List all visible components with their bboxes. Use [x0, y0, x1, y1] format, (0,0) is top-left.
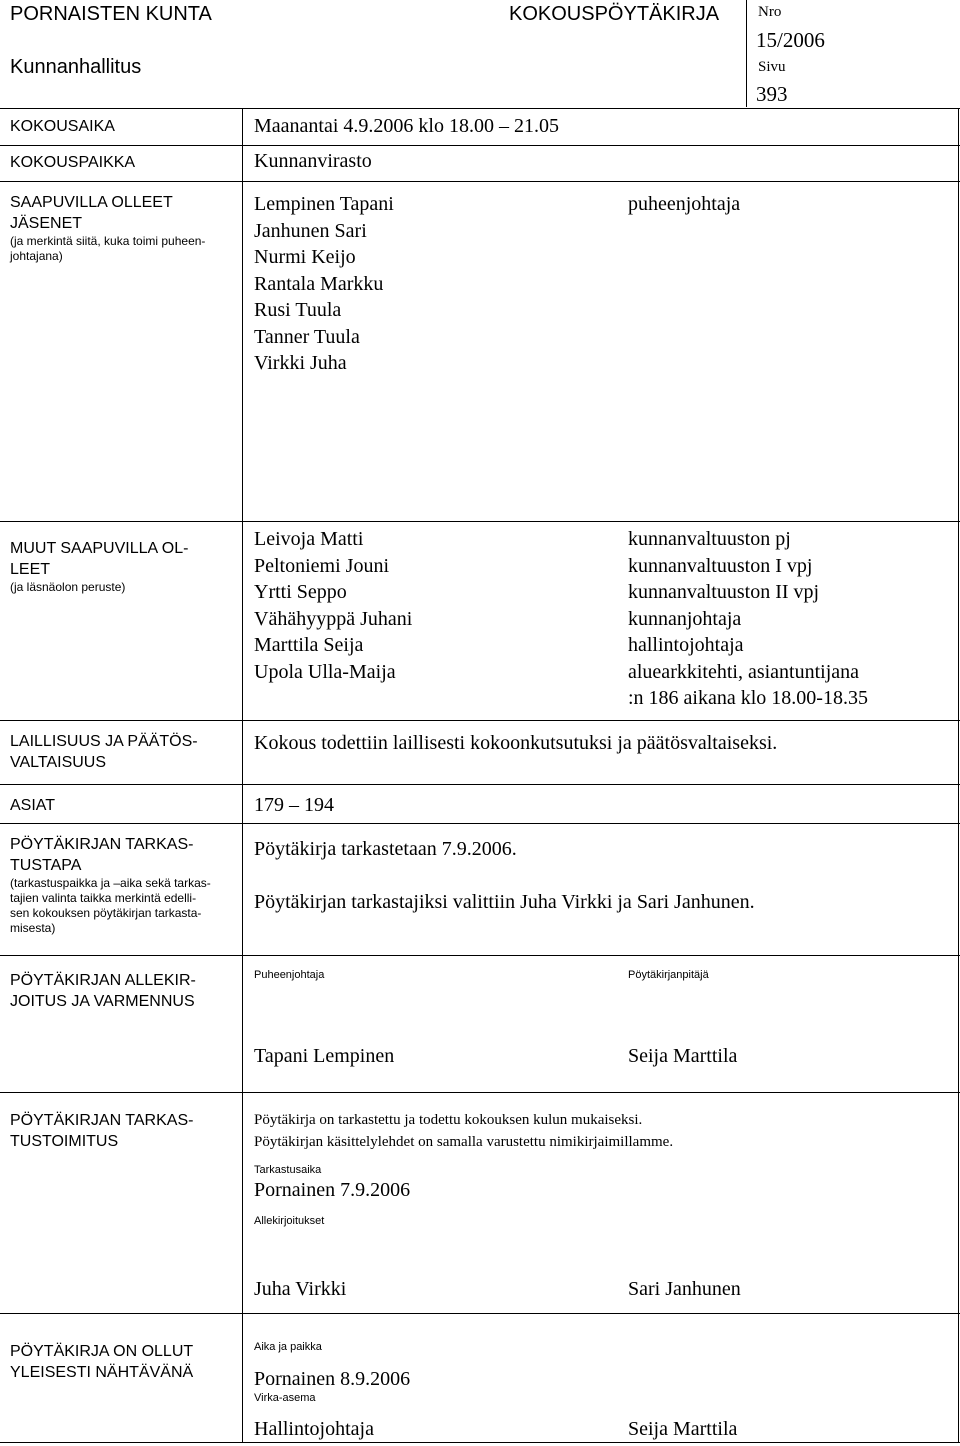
legality-label-line: VALTAISUUS	[10, 754, 107, 771]
place-value: Pornainen 8.9.2006	[254, 1368, 411, 1390]
chair-caption: Puheenjohtaja	[254, 969, 325, 981]
meeting-place-value: Kunnanvirasto	[254, 150, 372, 172]
others-label-line: MUUT SAAPUVILLA OL-	[10, 540, 189, 557]
page-label: Sivu	[758, 59, 786, 75]
column-divider	[242, 108, 243, 1442]
inspection-time-caption: Tarkastusaika	[254, 1164, 322, 1176]
chair-role: puheenjohtaja	[628, 193, 741, 215]
others-label	[10, 538, 188, 595]
attendee-role: :n 186 aikana klo 18.00-18.35	[628, 687, 868, 709]
members-note-line: (ja merkintä siitä, kuka toimi puheen-	[10, 234, 206, 248]
signature-label	[10, 970, 196, 1012]
member-name: Virkki Juha	[254, 352, 347, 374]
separator-line	[0, 521, 960, 522]
members-note-line: johtajana)	[10, 249, 63, 263]
inspector-1: Juha Virkki	[254, 1278, 347, 1300]
inspection-text-2: Pöytäkirjan käsittelylehdet on samalla varustettu nimikirjaimillamme.	[254, 1134, 674, 1150]
public-display-label	[10, 1341, 193, 1383]
signature-label-line: JOITUS JA VARMENNUS	[10, 993, 195, 1010]
members-label-line: SAAPUVILLA OLLEET	[10, 194, 173, 211]
member-name: Nurmi Keijo	[254, 246, 356, 268]
inspection-time-value: Pornainen 7.9.2006	[254, 1179, 411, 1201]
attendee-role: kunnanvaltuuston II vpj	[628, 581, 820, 603]
member-name: Janhunen Sari	[254, 219, 367, 242]
separator-line	[0, 1313, 960, 1314]
inspection-date-text: Pöytäkirja tarkastetaan 7.9.2006.	[254, 838, 517, 860]
others-list	[254, 526, 412, 685]
separator-line	[0, 108, 960, 109]
signatures-caption: Allekirjoitukset	[254, 1215, 325, 1227]
inspection-method-label-line: PÖYTÄKIRJAN TARKAS-	[10, 836, 194, 853]
separator-line	[0, 145, 960, 146]
inspection-label-line: PÖYTÄKIRJAN TARKAS-	[10, 1112, 194, 1129]
meeting-place-label: KOKOUSPAIKKA	[10, 154, 136, 171]
others-note: (ja läsnäolon peruste)	[10, 580, 126, 594]
secretary-signer: Seija Marttila	[628, 1045, 738, 1067]
separator-line	[0, 784, 960, 785]
attendee-name: Vähähyyppä Juhani	[254, 607, 413, 630]
attendee-role: kunnanvaltuuston I vpj	[628, 554, 813, 577]
right-border	[958, 108, 959, 1442]
place-caption: Aika ja paikka	[254, 1341, 322, 1353]
office-caption: Virka-asema	[254, 1392, 316, 1404]
members-label-line: JÄSENET	[10, 215, 83, 232]
legality-text: Kokous todettiin laillisesti kokoonkutsutuksi ja päätösvaltaiseksi.	[254, 732, 778, 754]
separator-line	[0, 823, 960, 824]
signature-label-line: PÖYTÄKIRJAN ALLEKIR-	[10, 972, 196, 989]
legality-label-line: LAILLISUUS JA PÄÄTÖS-	[10, 733, 198, 750]
attendee-role: aluearkkitehti, asiantuntijana	[628, 660, 860, 683]
public-person: Seija Marttila	[628, 1418, 738, 1440]
page-number: 393	[756, 82, 788, 106]
inspection-label	[10, 1110, 193, 1152]
number-value: 15/2006	[756, 28, 825, 52]
members-label	[10, 192, 205, 264]
attendee-name: Leivoja Matti	[254, 528, 364, 550]
public-display-label-line: PÖYTÄKIRJA ON OLLUT	[10, 1343, 194, 1360]
attendee-name: Upola Ulla-Maija	[254, 660, 396, 683]
document-type: KOKOUSPÖYTÄKIRJA	[509, 3, 720, 25]
number-label: Nro	[758, 4, 782, 20]
attendee-role: kunnanjohtaja	[628, 607, 742, 630]
inspector-2: Sari Janhunen	[628, 1278, 741, 1300]
others-roles	[628, 526, 868, 712]
attendee-role: hallintojohtaja	[628, 634, 744, 656]
items-label: ASIAT	[10, 797, 56, 814]
member-name: Rusi Tuula	[254, 299, 342, 321]
inspection-method-note-line: (tarkastuspaikka ja –aika sekä tarkas-	[10, 876, 211, 890]
attendee-name: Marttila Seija	[254, 634, 364, 656]
separator-line	[0, 1092, 960, 1093]
chair-signer: Tapani Lempinen	[254, 1045, 395, 1067]
separator-line	[0, 720, 960, 721]
inspection-method-label	[10, 834, 211, 936]
member-name: Rantala Markku	[254, 272, 384, 295]
secretary-caption: Pöytäkirjanpitäjä	[628, 969, 709, 981]
attendee-name: Peltoniemi Jouni	[254, 554, 389, 577]
meeting-time-value: Maanantai 4.9.2006 klo 18.00 – 21.05	[254, 115, 559, 137]
inspection-method-note-line: misesta)	[10, 921, 56, 935]
others-label-line: LEET	[10, 561, 51, 578]
members-list	[254, 191, 394, 377]
items-range: 179 – 194	[254, 794, 334, 816]
inspection-method-label-line: TUSTAPA	[10, 857, 82, 874]
public-display-label-line: YLEISESTI NÄHTÄVÄNÄ	[10, 1364, 194, 1381]
attendee-name: Yrtti Seppo	[254, 581, 347, 603]
meeting-time-label: KOKOUSAIKA	[10, 118, 115, 135]
inspection-label-line: TUSTOIMITUS	[10, 1133, 119, 1150]
separator-line	[0, 1442, 960, 1443]
header-divider	[746, 0, 747, 107]
separator-line	[0, 955, 960, 956]
inspection-text-1: Pöytäkirja on tarkastettu ja todettu kokouksen kulun mukaiseksi.	[254, 1112, 643, 1128]
inspectors-text: Pöytäkirjan tarkastajiksi valittiin Juha Virkki ja Sari Janhunen.	[254, 891, 755, 913]
attendee-role: kunnanvaltuuston pj	[628, 528, 791, 550]
inspection-method-note-line: tajien valinta taikka merkintä edelli-	[10, 891, 197, 905]
inspection-method-note-line: sen kokouksen pöytäkirjan tarkasta-	[10, 906, 202, 920]
member-name: Lempinen Tapani	[254, 193, 394, 215]
member-name: Tanner Tuula	[254, 325, 360, 348]
separator-line	[0, 181, 960, 182]
municipality-name: PORNAISTEN KUNTA	[10, 3, 212, 25]
governing-body: Kunnanhallitus	[10, 56, 142, 78]
legality-label	[10, 731, 198, 773]
office-value: Hallintojohtaja	[254, 1418, 374, 1440]
